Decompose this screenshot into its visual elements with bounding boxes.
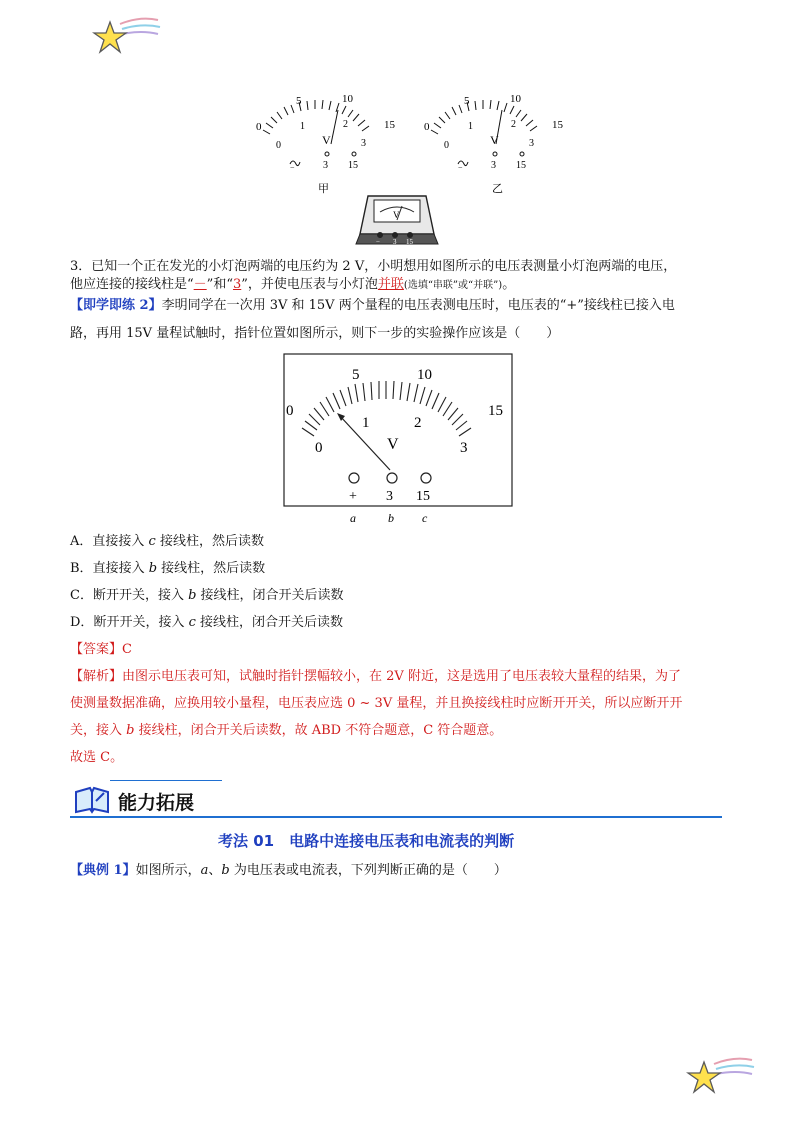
section-rule-top [110, 780, 222, 781]
q3-answer-1: － [193, 277, 207, 292]
option-a-var: c [148, 534, 156, 549]
example1-sep: 、 [208, 863, 222, 878]
device-term-minus: − [376, 238, 380, 246]
practice2-text1: 李明同学在一次用 3V 和 15V 两个量程的电压表测电压时，电压表的“+”接线柱已接入电 [161, 298, 675, 313]
meter-yi-bot-3: 3 [529, 138, 534, 149]
practice2-tag: 【即学即练 2】 [70, 298, 162, 313]
answer-value: C [122, 642, 132, 657]
big-meter-term-3: 3 [386, 489, 393, 504]
q3-end: 。 [502, 277, 516, 292]
example1 [70, 862, 507, 880]
meter-yi-bot-1: 1 [468, 121, 473, 132]
option-a[interactable] [70, 533, 264, 551]
big-voltmeter [278, 352, 518, 530]
meter-jia-term-3: 3 [323, 160, 328, 171]
star-decoration-top [92, 14, 164, 60]
q3-answer-3: 并联 [377, 277, 404, 292]
big-meter-bot-3: 3 [460, 440, 468, 456]
example1-a: a [200, 863, 209, 878]
analysis-line3 [70, 722, 502, 740]
q3-number: 3． [70, 259, 92, 274]
option-c-var: b [188, 588, 197, 603]
option-b-var: b [148, 561, 158, 576]
section-rule [70, 816, 722, 818]
kaofa-title: 考法 01 电路中连接电压表和电流表的判断 [218, 832, 515, 850]
meter-yi-term-15: 15 [516, 160, 526, 171]
q3-answer-2: 3 [232, 277, 242, 292]
analysis-post: 接线柱，闭合开关后读数，故 ABD 不符合题意，C 符合题意。 [134, 723, 503, 738]
answer-tag: 【答案】 [70, 642, 123, 657]
option-d[interactable] [70, 614, 343, 632]
q3-mid: ”和“ [206, 277, 233, 292]
option-d-var: c [188, 615, 196, 630]
practice2-line2: 路，再用 15V 量程试触时，指针位置如图所示，则下一步的实验操作应该是（ ） [70, 326, 560, 341]
q3-pre: 他应连接的接线柱是“ [70, 277, 194, 292]
big-meter-term-plus: + [349, 489, 357, 504]
meter-yi-top-10: 10 [510, 93, 521, 105]
star-decoration-bottom [686, 1054, 758, 1100]
example1-post: 为电压表或电流表，下列判断正确的是（ ） [229, 863, 507, 878]
meter-jia-unit: V [322, 133, 331, 147]
option-a-label: A． [70, 534, 93, 549]
big-meter-unit: V [387, 436, 399, 453]
big-meter-top-5: 5 [352, 367, 360, 383]
meter-jia-caption: 甲 [318, 183, 329, 195]
big-meter-top-0: 0 [286, 403, 294, 419]
meter-yi-term-minus: − [458, 163, 463, 172]
big-meter-letter-c: c [422, 511, 428, 525]
meter-yi-bot-0: 0 [444, 140, 449, 151]
analysis-pre: 关，接入 [70, 723, 127, 738]
option-b-post: 接线柱，然后读数 [157, 561, 266, 576]
option-a-pre: 直接接入 [92, 534, 149, 549]
meter-yi-unit: V [490, 133, 499, 147]
meter-jia-bot-3: 3 [361, 138, 366, 149]
meter-yi-top-5: 5 [464, 95, 470, 107]
option-c[interactable] [70, 587, 344, 605]
meter-jia-bot-2: 2 [343, 119, 348, 130]
big-meter-letter-b: b [388, 511, 394, 525]
big-meter-bot-0: 0 [315, 440, 323, 456]
meter-yi-top-0: 0 [424, 121, 430, 133]
meter-yi-top-15: 15 [552, 119, 563, 131]
meter-jia-top-5: 5 [296, 95, 302, 107]
answer [70, 641, 132, 659]
meter-jia-top-10: 10 [342, 93, 353, 105]
meter-jia-top-15: 15 [384, 119, 395, 131]
device-term-3: 3 [393, 238, 397, 246]
meter-yi [420, 88, 570, 198]
device-term-15: 15 [406, 238, 413, 246]
example1-b: b [221, 863, 230, 878]
example1-pre: 如图所示， [135, 863, 201, 878]
option-c-pre: 断开开关，接入 [92, 588, 189, 603]
meter-jia-bot-1: 1 [300, 121, 305, 132]
analysis-line2: 使测量数据准确，应换用较小量程，电压表应选 0 ~ 3V 量程，并且换接线柱时应断开开关，所以应断开开 [70, 696, 683, 711]
q3-line2 [70, 276, 515, 295]
voltmeter-device [354, 190, 440, 252]
device-unit: V [393, 210, 400, 220]
analysis-var: b [126, 723, 135, 738]
meter-jia-top-0: 0 [256, 121, 262, 133]
analysis-text1: 由图示电压表可知，试触时指针摆幅较小，在 2V 附近，这是选用了电压表较大量程的结果，为了 [122, 669, 681, 684]
section-title: 能力拓展 [118, 792, 195, 814]
meter-yi-term-3: 3 [491, 160, 496, 171]
option-b[interactable] [70, 560, 265, 578]
option-d-pre: 断开开关，接入 [93, 615, 189, 630]
analysis-line1 [70, 668, 681, 686]
example1-tag: 【典例 1】 [70, 863, 136, 878]
meter-yi-caption: 乙 [492, 183, 503, 195]
q3-mid2: ”，并使电压表与小灯泡 [241, 277, 378, 292]
meter-jia-term-15: 15 [348, 160, 358, 171]
big-meter-top-10: 10 [417, 367, 432, 383]
meter-jia [252, 88, 402, 198]
big-meter-bot-2: 2 [414, 415, 422, 431]
option-d-post: 接线柱，闭合开关后读数 [195, 615, 343, 630]
meter-jia-bot-0: 0 [276, 140, 281, 151]
q3-line1 [70, 258, 676, 276]
option-b-label: B． [70, 561, 93, 576]
option-b-pre: 直接接入 [92, 561, 149, 576]
practice2-line1 [70, 297, 675, 315]
big-meter-bot-1: 1 [362, 415, 370, 431]
big-meter-letter-a: a [350, 511, 356, 525]
option-c-label: C． [70, 588, 93, 603]
option-d-label: D． [70, 615, 94, 630]
option-c-post: 接线柱，闭合开关后读数 [196, 588, 344, 603]
analysis-tag: 【解析】 [70, 669, 123, 684]
q3-note: (选填“串联”或“并联”) [403, 280, 503, 291]
big-meter-term-15: 15 [416, 489, 430, 504]
book-icon [72, 784, 112, 816]
analysis-conclusion: 故选 C。 [70, 750, 124, 765]
q3-text1: 已知一个正在发光的小灯泡两端的电压约为 2 V，小明想用如图所示的电压表测量小灯泡两端的电压， [91, 259, 677, 274]
meter-jia-term-minus: − [290, 163, 295, 172]
big-meter-top-15: 15 [488, 403, 503, 419]
option-a-post: 接线柱，然后读数 [155, 534, 264, 549]
meter-yi-bot-2: 2 [511, 119, 516, 130]
